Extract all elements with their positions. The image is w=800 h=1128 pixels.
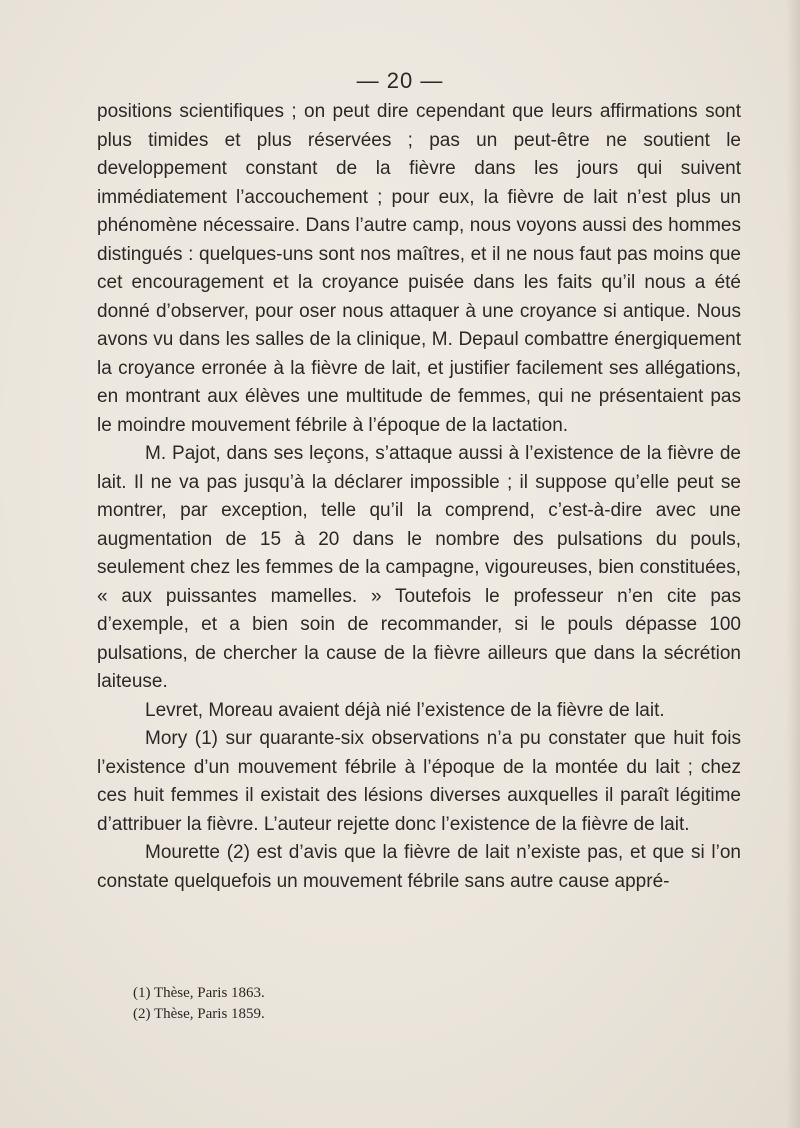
paragraph: positions scientifiques ; on peut dire cependant que leurs affirmations sont plus timides et plus réservées ; pas un peut-être ne soutient le developpement constant de la fièvre dans les jours qui suivent immédiatement l’accouchement ; pour eux, la fièvre de lait n’est plus un phénomène nécessaire. Dans l’autre camp, nous voyons aussi des hommes distingués : quelques-uns sont nos maîtres, et il ne nous faut pas moins que cet encouragement et la croyance puisée dans les faits qu’il nous a été donné d’observer, pour oser nous attaquer à une croyance si antique. Nous avons vu dans les salles de la clinique, M. Depaul combattre énergiquement la croyance erronée à la fièvre de lait, et justifier facilement ses allégations, en montrant aux élèves une multitude de femmes, qui ne présentaient pas le moindre mouvement fébrile à l’époque de la lactation.: [97, 101, 741, 436]
footnote: (1) Thèse, Paris 1863.: [133, 985, 265, 1001]
page-number: — 20 —: [356, 68, 444, 93]
paragraph: Mory (1) sur quarante-six observations n’a pu constater que huit fois l’existence d’un mouvement fébrile à l’époque de la montée du lait ; chez ces huit femmes il existait des lésions diverses auxquelles il paraît légitime d’attribuer la fièvre. L’auteur rejette donc l’existence de la fièvre de lait.: [97, 728, 741, 835]
paragraph: M. Pajot, dans ses leçons, s’attaque aussi à l’existence de la fièvre de lait. Il ne va pas jusqu’à la déclarer impossible ; il suppose qu’elle peut se montrer, par exception, telle qu’il la comprend, c’est-à-dire avec une augmentation de 15 à 20 dans le nombre des pulsations du pouls, seulement chez les femmes de la campagne, vigoureuses, bien constituées, « aux puissantes mamelles. » Toutefois le professeur n’en cite pas d’exemple, et a bien soin de recommander, si le pouls dépasse 100 pulsations, de chercher la cause de la fièvre ailleurs que dans la sécrétion laiteuse.: [97, 443, 741, 692]
footnotes: [133, 983, 265, 1025]
page-edge-shadow: [786, 0, 800, 1128]
footnote: (2) Thèse, Paris 1859.: [133, 1006, 265, 1022]
paragraph: Mourette (2) est d’avis que la fièvre de lait n’existe pas, et que si l’on constate quelquefois un mouvement fébrile sans autre cause appré-: [97, 842, 741, 892]
paragraph: Levret, Moreau avaient déjà nié l’existence de la fièvre de lait.: [145, 699, 665, 721]
body-text: [97, 98, 741, 896]
